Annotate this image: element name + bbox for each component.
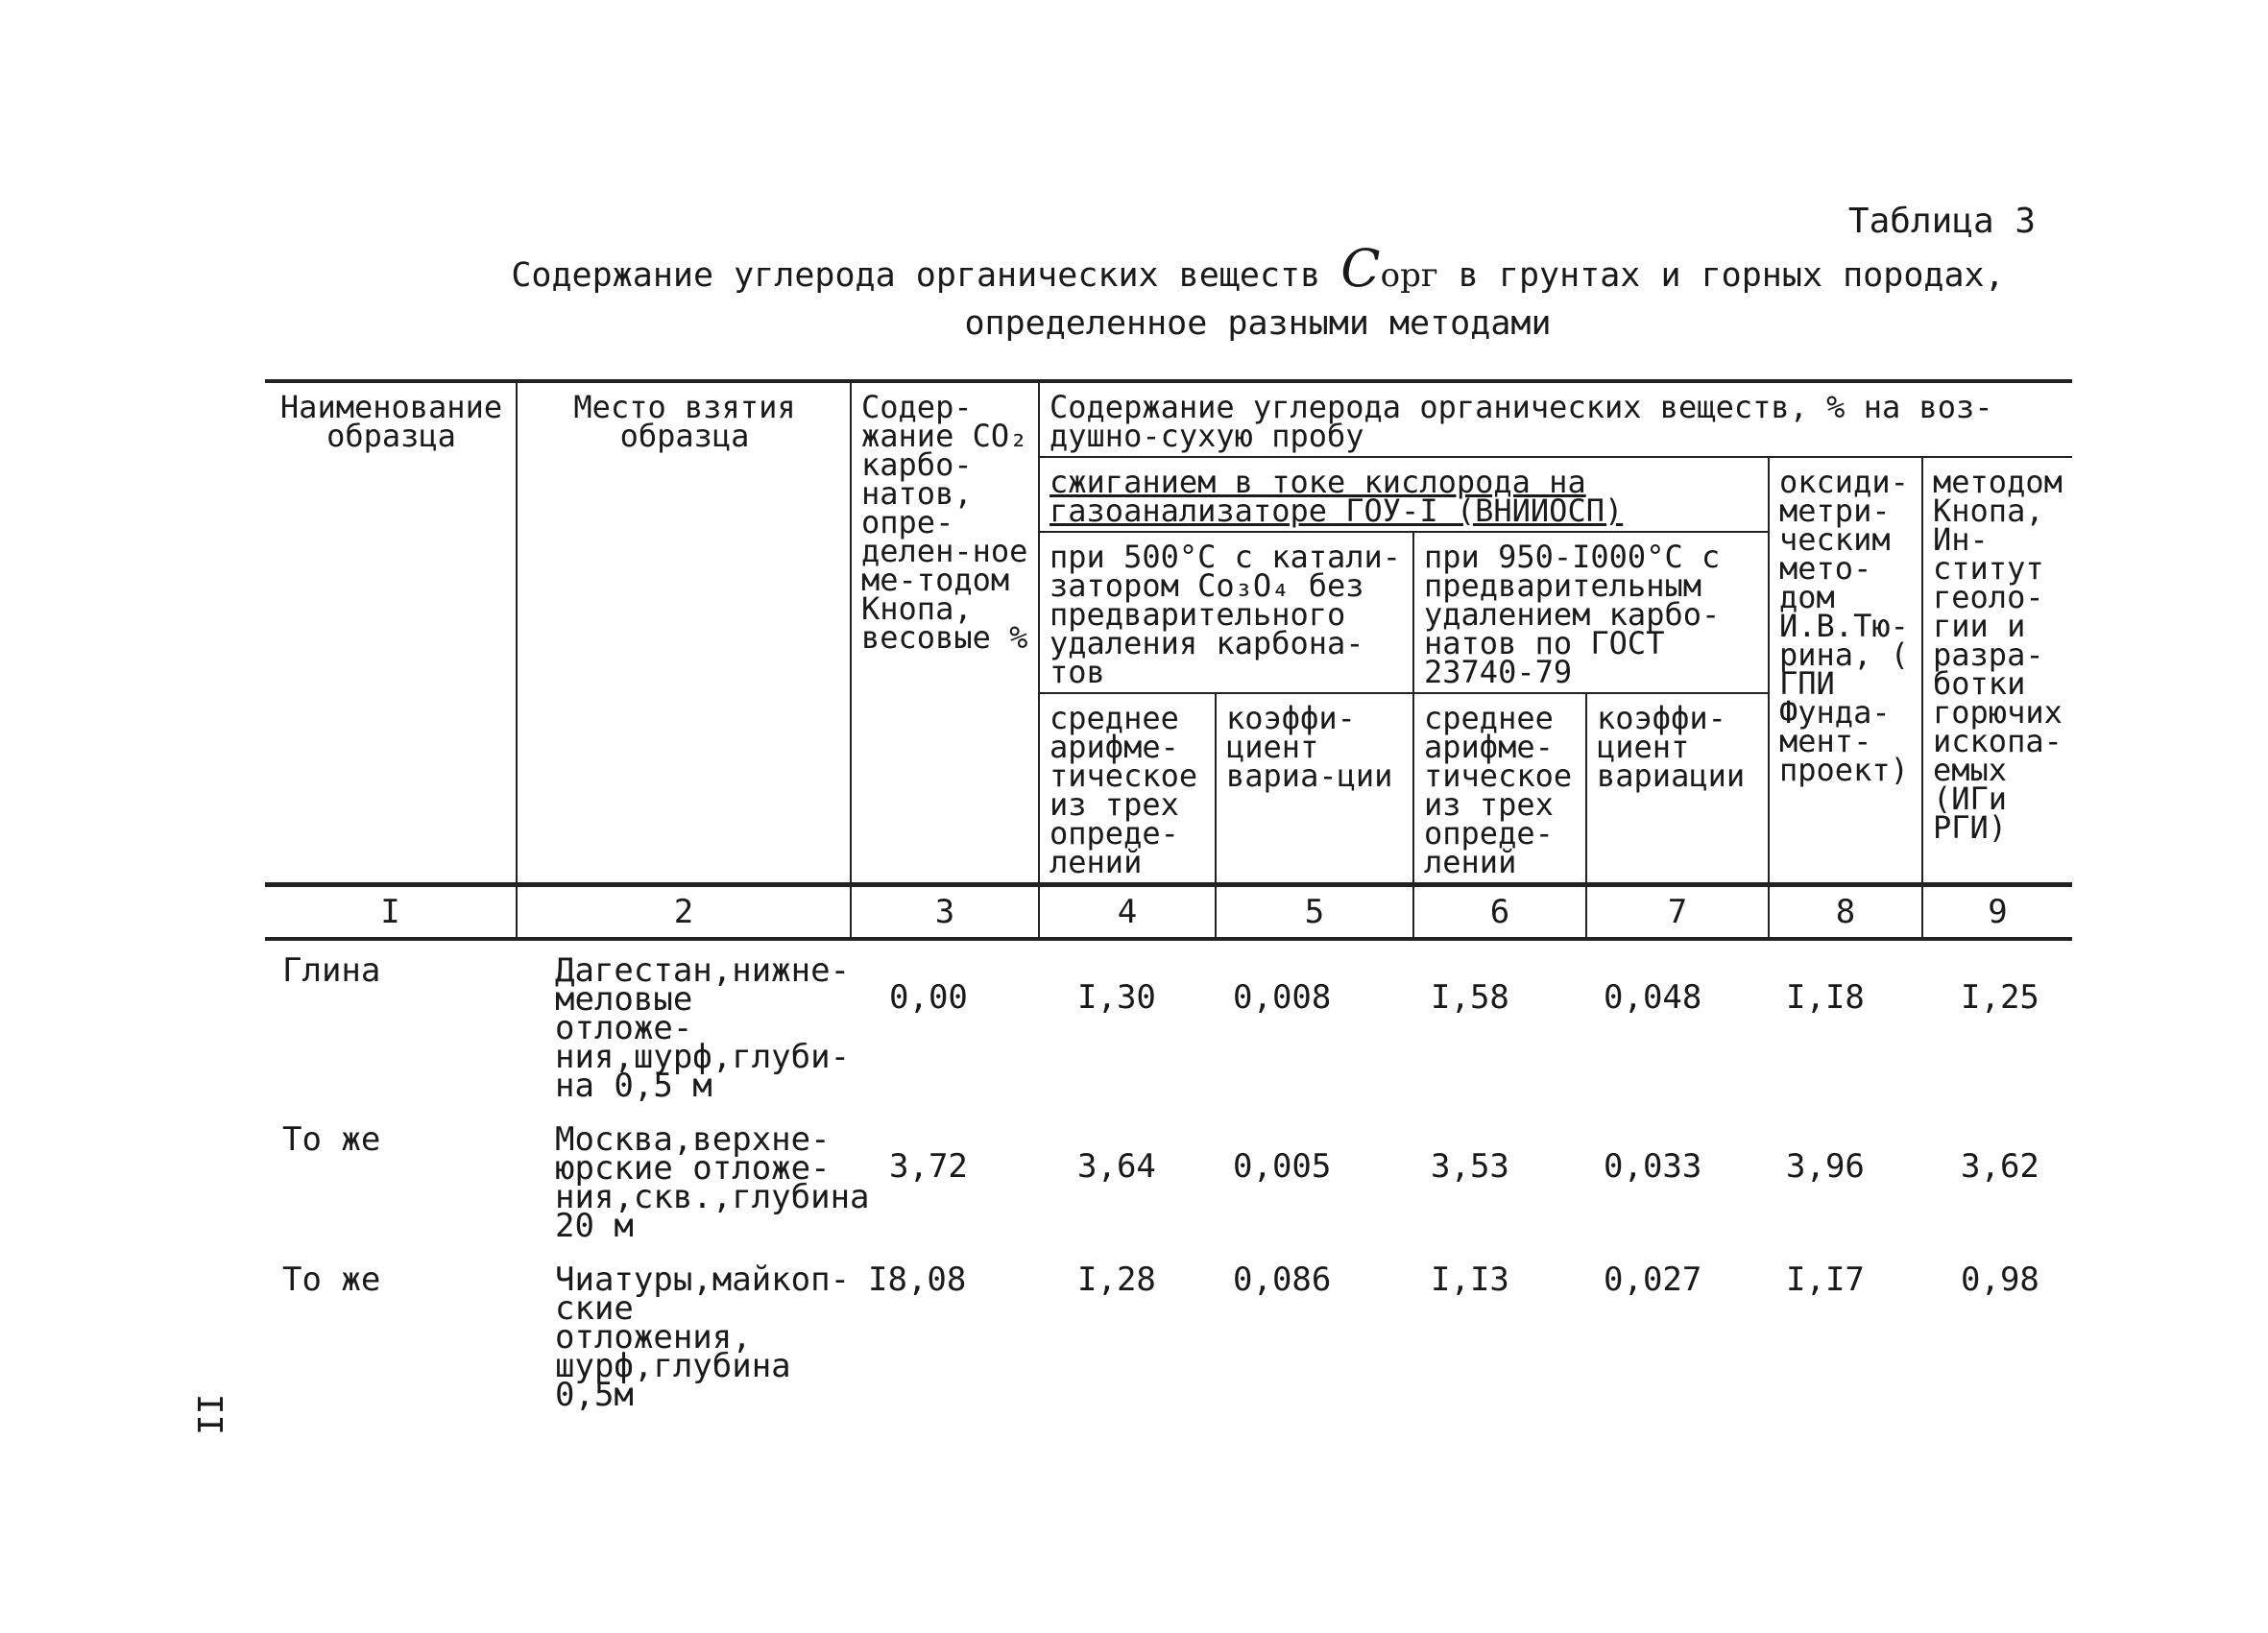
column-number: 5 xyxy=(1216,885,1413,940)
column-number: I xyxy=(265,885,517,940)
co2-value: 0,00 xyxy=(889,978,968,1017)
header-co2: Содер-жание СО₂ карбо-натов, опре-делен-ное ме-тодом Кнопа, весовые % xyxy=(851,381,1039,885)
header-950c: при 950-I000°С с предварительным удалением карбо-натов по ГОСТ 23740-79 xyxy=(1413,532,1769,693)
table-row xyxy=(265,1110,2072,1250)
header-sample-place: Место взятия образца xyxy=(517,381,851,885)
carbon-content-table xyxy=(265,379,2072,1419)
page-number: II xyxy=(192,1393,231,1435)
knop-value: I,25 xyxy=(1961,978,2039,1017)
column-number: 8 xyxy=(1769,885,1922,940)
header-500c: при 500°С с катали-затором Со₃О₄ без предварительного удаления карбона-тов xyxy=(1039,532,1413,693)
knop-value: 3,62 xyxy=(1961,1147,2039,1186)
sample-name: То же xyxy=(282,1120,381,1159)
header-tyurin-method: оксиди-метри-ческим мето-дом И.В.Тю-рина, ( ГПИ Фунда-мент-проект) xyxy=(1769,457,1922,885)
tyurin-value: I,I8 xyxy=(1786,978,1865,1017)
sample-place: Дагестан,нижне-меловые отложе-ния,шурф,глуби-на 0,5 м xyxy=(555,951,851,1105)
mean-950-value: I,I3 xyxy=(1431,1261,1509,1299)
column-number-row xyxy=(265,885,2072,940)
coef-950-value: 0,027 xyxy=(1604,1261,1702,1299)
header-organic-carbon: Содержание углерода органических веществ, % на воз-душно-сухую пробу xyxy=(1039,381,2072,457)
coef-500-value: 0,008 xyxy=(1233,978,1332,1017)
column-number: 4 xyxy=(1039,885,1216,940)
sample-place: Чиатуры,майкоп-ские отложения, шурф,глубина 0,5м xyxy=(555,1261,851,1414)
tyurin-value: I,I7 xyxy=(1786,1261,1865,1299)
coef-950-value: 0,048 xyxy=(1604,978,1702,1017)
tyurin-value: 3,96 xyxy=(1786,1147,1865,1186)
header-burning-method: сжиганием в токе кислорода на газоанализаторе ГОУ-I (ВНИИОСП) xyxy=(1039,457,1769,532)
column-number: 6 xyxy=(1413,885,1586,940)
mean-500-value: I,30 xyxy=(1077,978,1156,1017)
mean-950-value: I,58 xyxy=(1431,978,1509,1017)
sample-name: Глина xyxy=(282,951,381,990)
header-mean-500: среднее арифме-тическое из трех опреде-лений xyxy=(1039,693,1216,885)
table-row xyxy=(265,1250,2072,1419)
column-number: 7 xyxy=(1586,885,1769,940)
table-label: Таблица 3 xyxy=(1847,202,2036,241)
coef-500-value: 0,005 xyxy=(1233,1147,1332,1186)
co2-value: I8,08 xyxy=(868,1261,967,1299)
sample-place: Москва,верхне-юрские отложе-ния,скв.,глубина 20 м xyxy=(555,1120,870,1245)
table-title xyxy=(403,238,2112,348)
title-line-1 xyxy=(403,238,2112,300)
column-number: 2 xyxy=(517,885,851,940)
sample-name: То же xyxy=(282,1261,381,1299)
header-mean-950: среднее арифме-тическое из трех опреде-лений xyxy=(1413,693,1586,885)
mean-500-value: I,28 xyxy=(1077,1261,1156,1299)
table-row xyxy=(265,939,2072,1110)
header-coef-950: коэффи-циент вариации xyxy=(1586,693,1769,885)
coef-950-value: 0,033 xyxy=(1604,1147,1702,1186)
title-part-2: в грунтах и горных породах, xyxy=(1458,256,2005,295)
knop-value: 0,98 xyxy=(1961,1261,2039,1299)
carbon-symbol: Cорг xyxy=(1340,238,1438,299)
mean-950-value: 3,53 xyxy=(1431,1147,1509,1186)
header-coef-500: коэффи-циент вариа-ции xyxy=(1216,693,1413,885)
column-number: 9 xyxy=(1922,885,2072,940)
header-knop-method: методом Кнопа, Ин-ститут геоло-гии и разра-ботки горючих ископа-емых (ИГи РГИ) xyxy=(1922,457,2072,885)
header-sample-name: Наименование образца xyxy=(265,381,517,885)
header-row-1 xyxy=(265,381,2072,457)
title-line-2: определенное разными методами xyxy=(964,304,1552,343)
column-number: 3 xyxy=(851,885,1039,940)
co2-value: 3,72 xyxy=(889,1147,968,1186)
coef-500-value: 0,086 xyxy=(1233,1261,1332,1299)
mean-500-value: 3,64 xyxy=(1077,1147,1156,1186)
title-part-1: Содержание углерода органических веществ xyxy=(511,256,1321,295)
